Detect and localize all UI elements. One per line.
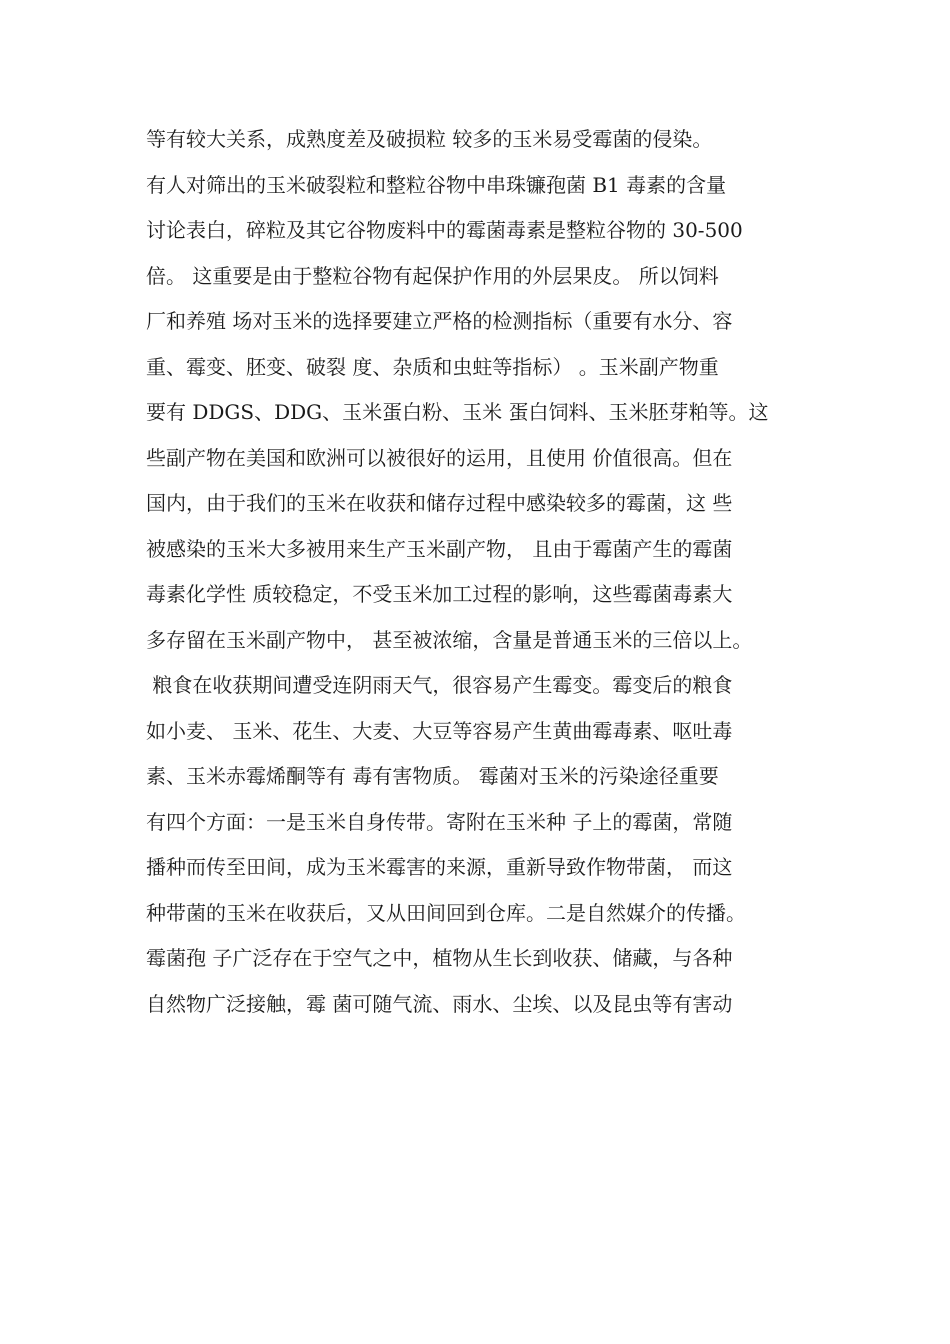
text-line-7: 要有 DDGS、DDG、玉米蛋白粉、玉米 蛋白饲料、玉米胚芽粕等。这 [146,400,769,424]
text-line-18: 种带菌的玉米在收获后，又从田间回到仓库。二是自然媒介的传播。 [146,900,746,925]
text-line-14: 如小麦、 玉米、花生、大麦、大豆等容易产生黄曲霉毒素、呕吐毒 [146,718,733,743]
text-line-20: 自然物广泛接触，霉 菌可随气流、雨水、尘埃、以及昆虫等有害动 [146,991,733,1016]
text-line-15: 素、玉米赤霉烯酮等有 毒有害物质。 霉菌对玉米的污染途径重要 [146,764,719,788]
body-text [146,122,836,1032]
text-line-13: 粮食在收获期间遭受连阴雨天气，很容易产生霉变。霉变后的粮食 [146,673,733,697]
text-line-10: 被感染的玉米大多被用来生产玉米副产物， 且由于霉菌产生的霉菌 [146,536,733,561]
text-line-5: 厂和养殖 场对玉米的选择要建立严格的检测指标（重要有水分、容 [146,309,733,333]
text-line-6: 重、霉变、胚变、破裂 度、杂质和虫蛀等指标） 。玉米副产物重 [146,354,719,379]
text-line-17: 播种而传至田间，成为玉米霉害的来源，重新导致作物带菌， 而这 [146,855,733,879]
text-line-3: 讨论表白，碎粒及其它谷物废料中的霉菌毒素是整粒谷物的 30-500 [146,218,743,242]
text-line-4: 倍。 这重要是由于整粒谷物有起保护作用的外层果皮。 所以饲料 [146,263,719,288]
text-line-11: 毒素化学性 质较稳定，不受玉米加工过程的影响，这些霉菌毒素大 [146,582,733,606]
text-line-19: 霉菌孢 子广泛存在于空气之中，植物从生长到收获、储藏，与各种 [146,946,733,970]
text-line-12: 多存留在玉米副产物中， 甚至被浓缩，含量是普通玉米的三倍以上。 [146,627,753,652]
text-line-16: 有四个方面：一是玉米自身传带。寄附在玉米种 子上的霉菌，常随 [146,809,733,834]
text-line-2: 有人对筛出的玉米破裂粒和整粒谷物中串珠镰孢菌 B1 毒素的含量 [146,172,727,197]
text-line-9: 国内，由于我们的玉米在收获和储存过程中感染较多的霉菌，这 些 [146,491,733,515]
text-line-8: 些副产物在美国和欧洲可以被很好的运用，且使用 价值很高。但在 [146,445,733,470]
text-line-1: 等有较大关系，成熟度差及破损粒 较多的玉米易受霉菌的侵染。 [146,127,713,151]
